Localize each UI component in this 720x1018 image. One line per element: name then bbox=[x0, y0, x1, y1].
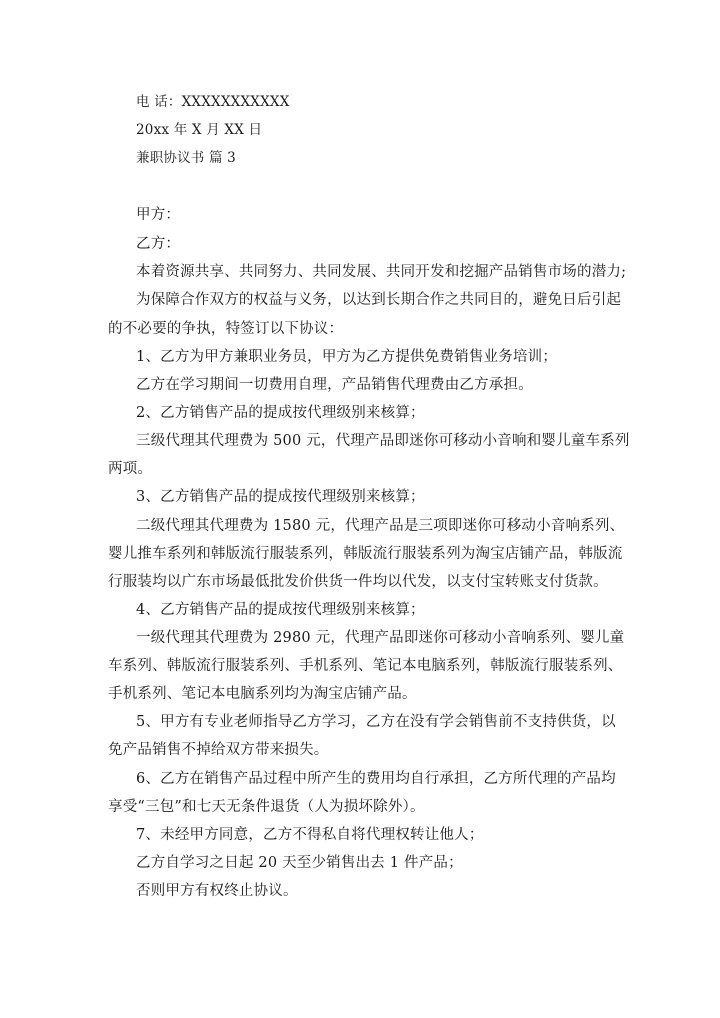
paragraph-line: 为保障合作双方的权益与义务，以达到长期合作之共同目的，避免日后引起 bbox=[136, 292, 622, 308]
paragraph-line: 的不必要的争执，特签订以下协议： bbox=[108, 321, 344, 337]
phone-line: 电 话：XXXXXXXXXXX bbox=[136, 94, 290, 110]
clause-7: 7、未经甲方同意，乙方不得私自将代理权转让他人； bbox=[136, 827, 484, 843]
paragraph-line: 手机系列、笔记本电脑系列均为淘宝店铺产品。 bbox=[108, 686, 417, 702]
paragraph-line: 两项。 bbox=[108, 461, 153, 477]
paragraph-line: 一级代理其代理费为 2980 元，代理产品即迷你可移动小音响系列、婴儿童 bbox=[136, 630, 625, 646]
clause-6: 6、乙方在销售产品过程中所产生的费用均自行承担，乙方所代理的产品均 bbox=[136, 771, 616, 787]
clause-4: 4、乙方销售产品的提成按代理级别来核算； bbox=[136, 602, 425, 618]
paragraph-line: 乙方在学习期间一切费用自理，产品销售代理费由乙方承担。 bbox=[136, 377, 533, 393]
party-b-label: 乙方： bbox=[136, 236, 181, 252]
document-title: 兼职协议书 篇 3 bbox=[136, 150, 236, 166]
paragraph-line: 三级代理其代理费为 500 元，代理产品即迷你可移动小音响和婴儿童车系列 bbox=[136, 433, 630, 449]
paragraph-line: 否则甲方有权终止协议。 bbox=[136, 883, 298, 899]
clause-1: 1、乙方为甲方兼职业务员，甲方为乙方提供免费销售业务培训； bbox=[136, 349, 558, 365]
party-a-label: 甲方： bbox=[136, 207, 181, 223]
paragraph-line: 婴儿推车系列和韩版流行服装系列，韩版流行服装系列为淘宝店铺产品，韩版流 bbox=[108, 546, 623, 562]
paragraph-line: 乙方自学习之日起 20 天至少销售出去 1 件产品； bbox=[136, 855, 463, 871]
paragraph-line: 二级代理其代理费为 1580 元，代理产品是三项即迷你可移动小音响系列、 bbox=[136, 518, 625, 534]
clause-2: 2、乙方销售产品的提成按代理级别来核算； bbox=[136, 405, 425, 421]
date-line: 20xx 年 X 月 XX 日 bbox=[136, 122, 263, 138]
paragraph-line: 车系列、韩版流行服装系列、手机系列、笔记本电脑系列，韩版流行服装系列、 bbox=[108, 658, 623, 674]
paragraph-line: 行服装均以广东市场最低批发价供货一件均以代发，以支付宝转账支付货款。 bbox=[108, 574, 608, 590]
paragraph-line: 享受“三包”和七天无条件退货（人为损坏除外）。 bbox=[108, 799, 425, 815]
paragraph-line: 本着资源共享、共同努力、共同发展、共同开发和挖掘产品销售市场的潜力; bbox=[136, 264, 627, 280]
clause-5: 5、甲方有专业老师指导乙方学习，乙方在没有学会销售前不支持供货，以 bbox=[136, 714, 616, 730]
clause-3: 3、乙方销售产品的提成按代理级别来核算； bbox=[136, 489, 425, 505]
paragraph-line: 免产品销售不掉给双方带来损失。 bbox=[108, 742, 329, 758]
